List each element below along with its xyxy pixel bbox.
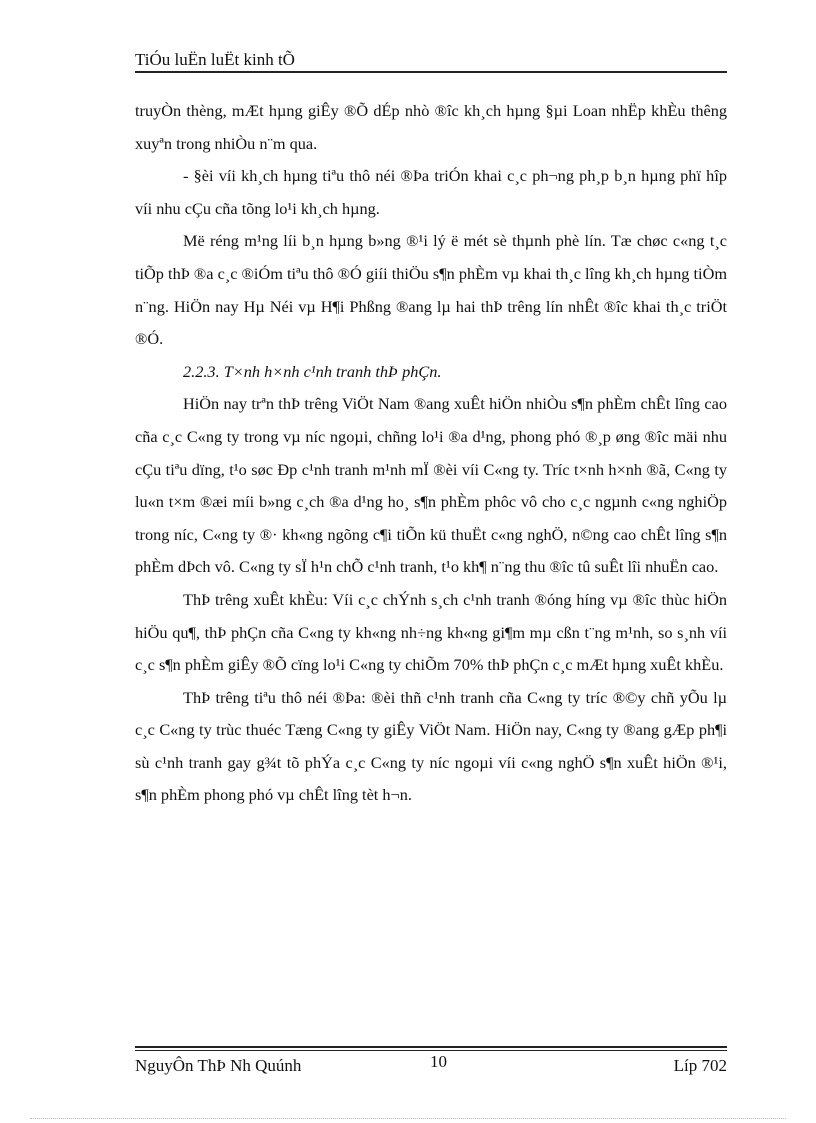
paragraph-continuation: truyÒn thèng, mÆt hµng giÊy ®Õ dÉp nhò ®îc kh¸ch hµng §µi Loan nhËp khÈu thêng xuyªn trong nhiÒu n¨m qua. bbox=[135, 101, 727, 153]
footer-page-number: 10 bbox=[430, 1052, 447, 1071]
header-divider bbox=[135, 71, 727, 73]
footer-author: NguyÔn ThÞ Nh Quúnh bbox=[135, 1056, 302, 1075]
paragraph-export-market: ThÞ trêng xuÊt khÈu: Víi c¸c chÝnh s¸ch c¹nh tranh ®óng híng vµ ®îc thùc hiÖn hiÖu qu¶, thÞ phÇn cña C«ng ty kh«ng nh÷ng kh«ng gi¶m mµ cßn t¨ng m¹nh, so s¸nh víi c¸c s¶n phÈm giÊy ®Õ cïng lo¹i C«ng ty chiÕm 70% thÞ phÇn c¸c mÆt hµng xuÊt khÈu. bbox=[135, 589, 727, 675]
document-body bbox=[135, 95, 727, 812]
footer-class: Líp 702 bbox=[673, 1056, 727, 1075]
footer-divider-thick bbox=[135, 1046, 727, 1048]
page-bottom-edge bbox=[30, 1118, 786, 1119]
paragraph-domestic-market: ThÞ trêng tiªu thô néi ®Þa: ®èi thñ c¹nh tranh cña C«ng ty tríc ®©y chñ yÕu lµ c¸c C«ng ty trùc thuéc Tæng C«ng ty giÊy ViÖt Nam. HiÖn nay, C«ng ty ®ang gÆp ph¶i sù c¹nh tranh gay g¾t tõ phÝa c¸c C«ng ty níc ngoµi víi c«ng nghÖ s¶n xuÊt hiÖn ®¹i, s¶n phÈm phong phó vµ chÊt lîng tèt h¬n. bbox=[135, 687, 727, 805]
paragraph-market-situation: HiÖn nay trªn thÞ trêng ViÖt Nam ®ang xuÊt hiÖn nhiÒu s¶n phÈm chÊt lîng cao cña c¸c C«ng ty trong vµ níc ngoµi, chñng lo¹i ®a d¹ng, phong phó ®¸p øng ®îc mäi nhu cÇu tiªu dïng, t¹o søc Ðp c¹nh tranh m¹nh mÏ ®èi víi C«ng ty. Tríc t×nh h×nh ®ã, C«ng ty lu«n t×m ®æi míi b»ng c¸ch ®a d¹ng ho¸ s¶n phÈm phôc vô cho c¸c ngµnh c«ng nghiÖp trong níc, C«ng ty ®· kh«ng ngõng c¶i tiÕn kü thuËt c«ng nghÖ, n©ng cao chÊt lîng s¶n phÈm dÞch vô. C«ng ty sÏ h¹n chÕ c¹nh tranh, t¹o kh¶ n¨ng thu ®îc tû suÊt lîi nhuËn cao. bbox=[135, 394, 727, 577]
page-header-title: TiÓu luËn luËt kinh tÕ bbox=[135, 50, 295, 69]
section-heading-2-2-3: 2.2.3. T×nh h×nh c¹nh tranh thÞ phÇn. bbox=[183, 361, 442, 381]
paragraph-domestic-customers: - §èi víi kh¸ch hµng tiªu thô néi ®Þa triÓn khai c¸c ph¬ng ph¸p b¸n hµng phï hîp víi nhu cÇu cña tõng lo¹i kh¸ch hµng. bbox=[135, 166, 727, 218]
footer-divider-thin bbox=[135, 1050, 727, 1051]
paragraph-sales-network: Më réng m¹ng líi b¸n hµng b»ng ®¹i lý ë mét sè thµnh phè lín. Tæ chøc c«ng t¸c tiÕp thÞ ®a c¸c ®iÓm tiªu thô ®Ó giíi thiÖu s¶n phÈm vµ khai th¸c lîng kh¸ch hµng tiÒm n¨ng. HiÖn nay Hµ Néi vµ H¶i Phßng ®ang lµ hai thÞ trêng lín nhÊt ®îc khai th¸c triÖt ®Ó. bbox=[135, 231, 727, 349]
